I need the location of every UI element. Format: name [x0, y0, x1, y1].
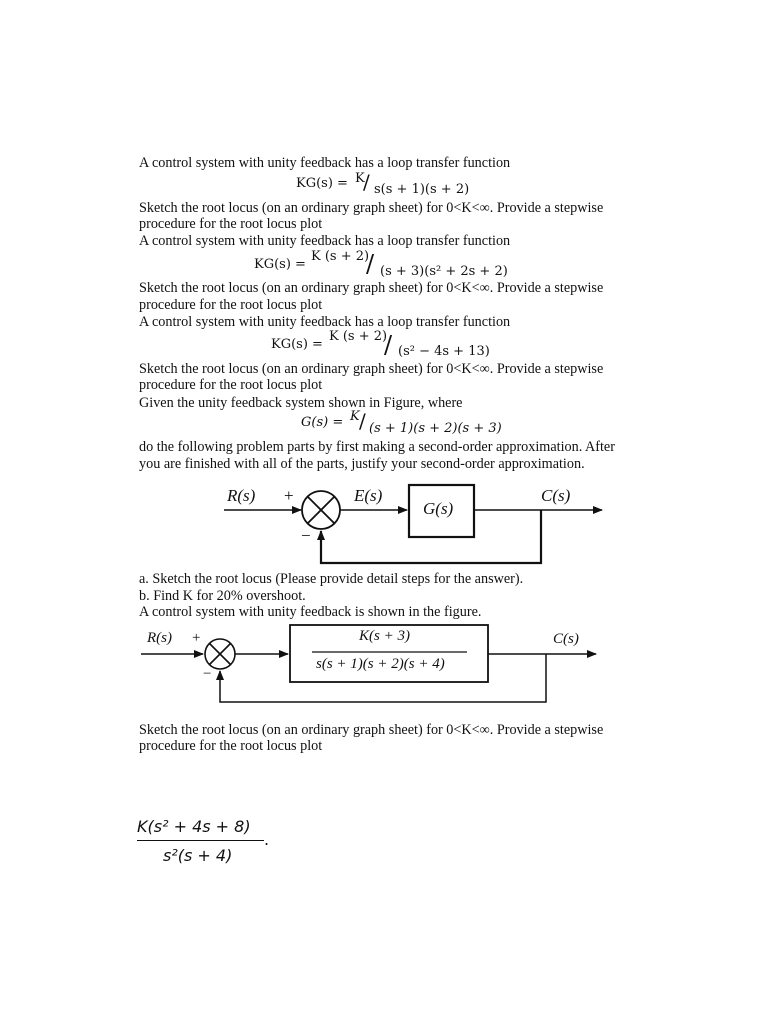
problem-5-task-line-2: procedure for the root locus plot	[139, 738, 323, 754]
problem-3-task-line-2: procedure for the root locus plot	[139, 377, 323, 393]
problem-3-lhs: KG(s) =	[271, 337, 323, 352]
diagram-1-plus-sign: +	[284, 486, 294, 505]
problem-1-intro: A control system with unity feedback has a loop transfer function	[139, 155, 511, 171]
problem-4-lhs: G(s) =	[301, 415, 344, 430]
problem-6-fraction-bar	[137, 840, 264, 841]
problem-2-den: (s + 3)(s² + 2s + 2)	[380, 264, 508, 279]
problem-2-task-line-1: Sketch the root locus (on an ordinary graph sheet) for 0<K<∞. Provide a stepwise	[139, 280, 604, 296]
problem-2-intro: A control system with unity feedback has a loop transfer function	[139, 233, 511, 249]
problem-4-desc-line-2: you are finished with all of the parts, justify your second-order approximation.	[139, 456, 585, 472]
diagram-1-error-label: E(s)	[354, 486, 383, 505]
diagram-2-input-label: R(s)	[147, 630, 172, 646]
summing-junction	[205, 639, 235, 669]
problem-3-intro: A control system with unity feedback has a loop transfer function	[139, 314, 511, 330]
problem-5-task-line-1: Sketch the root locus (on an ordinary graph sheet) for 0<K<∞. Provide a stepwise	[139, 722, 604, 738]
diagram-1-output-label: C(s)	[541, 486, 571, 505]
problem-5-intro: A control system with unity feedback is shown in the figure.	[139, 604, 482, 620]
fraction-slash: /	[363, 170, 370, 194]
problem-2-num: K (s + 2)	[311, 249, 370, 264]
problem-6-denominator: s²(s + 4)	[163, 846, 233, 865]
problem-1-den: s(s + 1)(s + 2)	[374, 182, 470, 197]
problem-4-num: K	[350, 409, 360, 424]
problem-3-num: K (s + 2)	[329, 329, 388, 344]
fraction-slash: /	[384, 331, 393, 359]
problem-4-den: (s + 1)(s + 2)(s + 3)	[369, 421, 502, 436]
fraction-slash: /	[366, 250, 375, 278]
problem-4-part-b: b. Find K for 20% overshoot.	[139, 588, 306, 604]
problem-6-period: .	[264, 830, 270, 849]
diagram-2-denominator: s(s + 1)(s + 2)(s + 4)	[316, 656, 445, 672]
problem-1-lhs: KG(s) =	[296, 176, 348, 191]
diagram-2-plus-sign: +	[192, 630, 201, 646]
problem-3-task-line-1: Sketch the root locus (on an ordinary graph sheet) for 0<K<∞. Provide a stepwise	[139, 361, 604, 377]
diagram-2-minus-sign: −	[203, 666, 212, 682]
problem-4-desc-line-1: do the following problem parts by first making a second-order approximation. After	[139, 439, 615, 455]
diagram-1-input-label: R(s)	[227, 486, 256, 505]
diagram-1-minus-sign: −	[301, 526, 311, 545]
problem-2-task-line-2: procedure for the root locus plot	[139, 297, 323, 313]
problem-1-task-line-2: procedure for the root locus plot	[139, 216, 323, 232]
problem-2-lhs: KG(s) =	[254, 257, 306, 272]
diagram-2-output-label: C(s)	[553, 631, 579, 647]
fraction-slash: /	[359, 409, 366, 433]
problem-1-num: K	[355, 171, 365, 186]
diagram-1-block-label: G(s)	[423, 499, 454, 518]
problem-6-numerator: K(s² + 4s + 8)	[137, 817, 251, 836]
problem-3-den: (s² − 4s + 13)	[398, 344, 490, 359]
problem-4-intro: Given the unity feedback system shown in Figure, where	[139, 395, 463, 411]
problem-4-part-a: a. Sketch the root locus (Please provide detail steps for the answer).	[139, 571, 524, 587]
problem-1-task-line-1: Sketch the root locus (on an ordinary graph sheet) for 0<K<∞. Provide a stepwise	[139, 200, 604, 216]
diagram-2-numerator: K(s + 3)	[359, 628, 410, 644]
